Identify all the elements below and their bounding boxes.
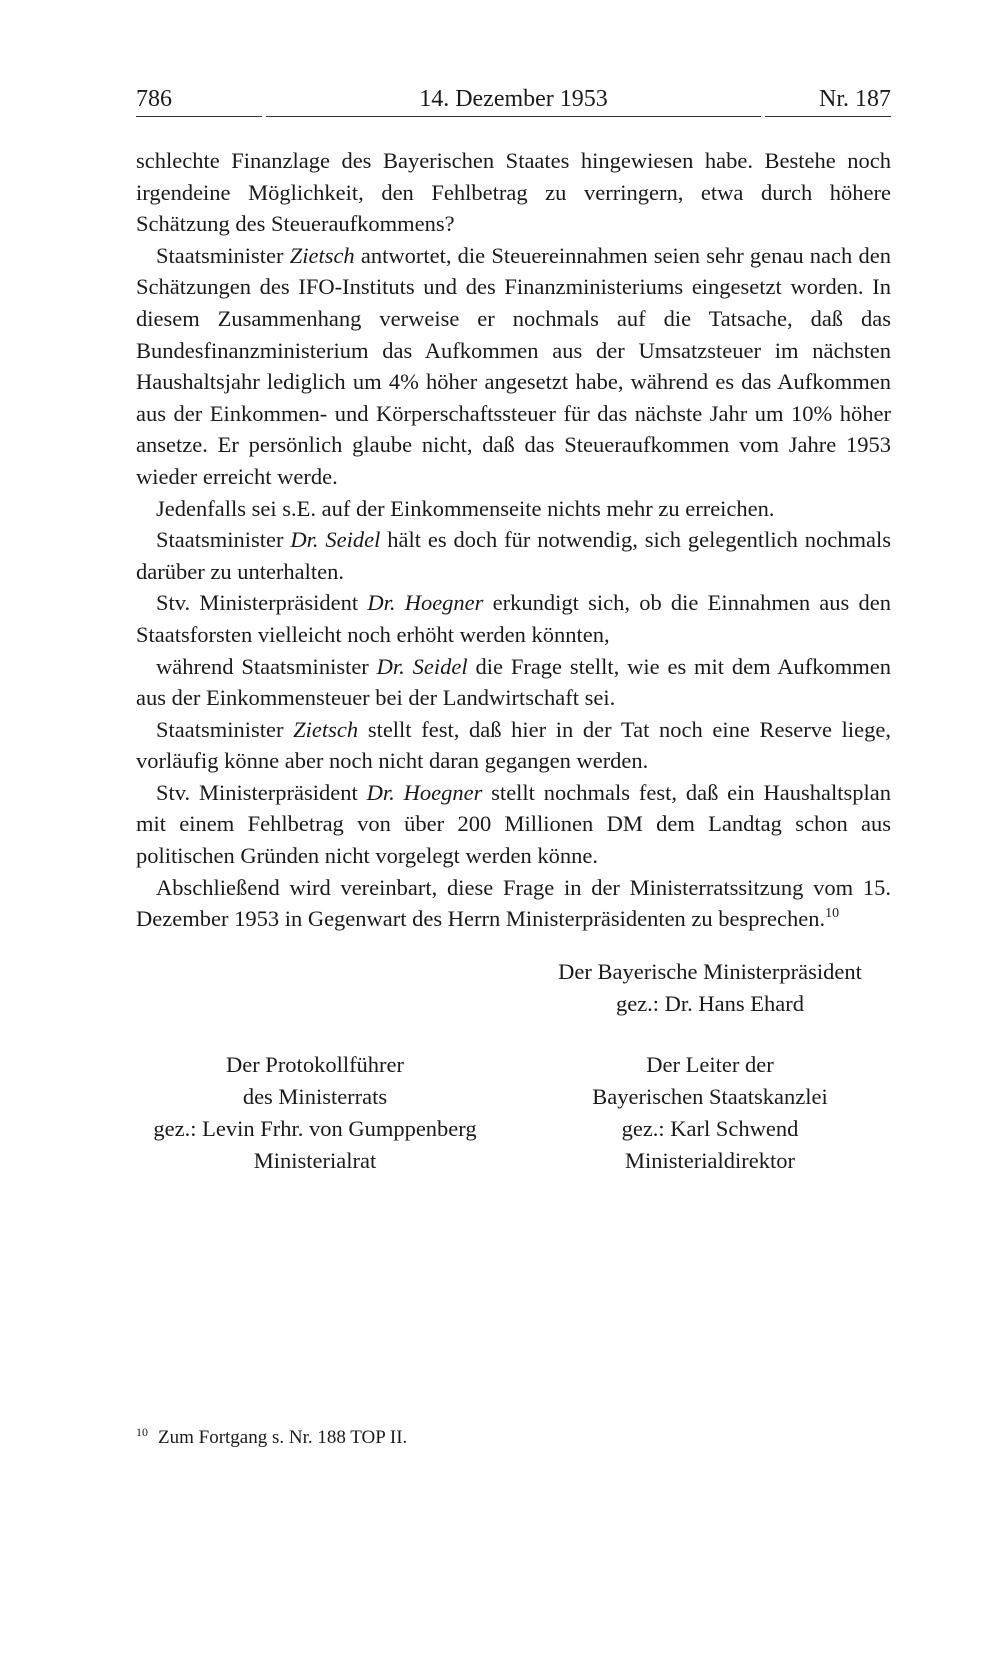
paragraph-text: hält es doch für notwendig, sich gelegentlich nochmals darüber zu unterhalten. xyxy=(136,527,891,584)
paragraph-text: stellt nochmals fest, daß ein Haushaltsplan mit einem Fehlbetrag von über 200 Millionen DM dem Landtag schon aus politischen Gründen nicht vorgelegt werden könne. xyxy=(136,779,891,869)
signature-rank: Ministerialrat xyxy=(253,1148,377,1173)
paragraph xyxy=(136,240,891,493)
signature-name: gez.: Karl Schwend xyxy=(621,1116,799,1141)
signature-title: des Ministerrats xyxy=(242,1084,388,1109)
paragraph-text: die Frage stellt, wie es mit dem Aufkommen aus der Einkommensteuer bei der Landwirtschaft sei. xyxy=(136,653,891,711)
footnote xyxy=(136,1425,407,1451)
paragraph-text: Abschließend wird vereinbart, diese Frage in der Ministerratssitzung vom 15. Dezember 1953 in Gegenwart des Herrn Ministerpräsidenten zu besprechen. xyxy=(136,874,891,932)
header-date: 14. Dezember 1953 xyxy=(419,86,608,112)
signature-title: Der Leiter der xyxy=(646,1052,774,1077)
speaker-name: Zietsch xyxy=(293,716,359,742)
main-text xyxy=(136,145,891,935)
paragraph-text: antwortet, die Steuereinnahmen seien sehr genau nach den Schätzungen des IFO-Instituts und des Finanzministeriums eingesetzt worden. In diesem Zusammenhang verweise er nochmals auf die Tatsache, daß das Bundesfinanzministerium das Aufkommen aus der Umsatzsteuer im nächsten Haushaltsjahr lediglich um 4% höher angesetzt habe, während es das Aufkommen aus der Einkommen- und Körperschaftssteuer für das nächste Jahr um 10% höher ansetze. Er persönlich glaube nicht, daß das Steueraufkommen vom Jahre 1953 wieder erreicht werde. xyxy=(136,242,891,489)
page-number: 786 xyxy=(136,86,172,112)
paragraph-text: erkundigt sich, ob die Einnahmen aus den Staatsforsten vielleicht noch erhöht werden könnten, xyxy=(136,590,891,647)
paragraph-text: Staatsminister xyxy=(156,242,290,268)
page-header xyxy=(136,80,891,118)
paragraph: schlechte Finanzlage des Bayerischen Staates hingewiesen habe. Bestehe noch irgendeine Möglichkeit, den Fehlbetrag zu verringern, etwa durch höhere Schätzung des Steueraufkommens? xyxy=(136,148,891,237)
paragraph xyxy=(136,524,891,587)
footnote-number: 10 xyxy=(136,1425,148,1439)
paragraph xyxy=(136,872,891,935)
speaker-name: Dr. Hoegner xyxy=(366,779,483,805)
header-rule-right xyxy=(765,116,891,117)
signature-name: gez.: Levin Frhr. von Gumppenberg xyxy=(153,1116,477,1141)
signature-protocol-keeper xyxy=(115,1049,515,1177)
paragraph: Jedenfalls sei s.E. auf der Einkommenseite nichts mehr zu erreichen. xyxy=(156,495,775,521)
signature-title: Bayerischen Staatskanzlei xyxy=(592,1084,828,1109)
paragraph-text: während Staatsminister xyxy=(156,653,377,679)
paragraph xyxy=(136,714,891,777)
paragraph-text: Staatsminister xyxy=(156,716,294,742)
signature-name: gez.: Dr. Hans Ehard xyxy=(615,991,805,1016)
paragraph-text: Stv. Ministerpräsident xyxy=(156,590,368,616)
speaker-name: Dr. Hoegner xyxy=(367,590,484,616)
paragraph-text: stellt fest, daß hier in der Tat noch eine Reserve liege, vorläufig könne aber noch nicht daran gegangen werden. xyxy=(136,716,891,774)
paragraph xyxy=(136,777,891,872)
paragraph xyxy=(136,587,891,650)
signature-chancellery-head xyxy=(510,1049,910,1177)
speaker-name: Dr. Seidel xyxy=(290,527,381,553)
paragraph xyxy=(136,651,891,714)
signature-minister-president xyxy=(510,956,910,1020)
footnote-reference: 10 xyxy=(825,906,840,922)
paragraph-text: Stv. Ministerpräsident xyxy=(156,779,367,805)
footnote-text: Zum Fortgang s. Nr. 188 TOP II. xyxy=(158,1427,408,1448)
document-number: Nr. 187 xyxy=(819,86,891,112)
paragraph-text: Staatsminister xyxy=(156,527,291,553)
speaker-name: Zietsch xyxy=(289,242,355,268)
signature-title: Der Bayerische Ministerpräsident xyxy=(558,959,862,984)
signature-rank: Ministerialdirektor xyxy=(625,1148,795,1173)
header-rule-left xyxy=(136,116,262,117)
speaker-name: Dr. Seidel xyxy=(376,653,468,679)
signature-title: Der Protokollführer xyxy=(225,1052,405,1077)
header-rule-center xyxy=(266,116,761,117)
